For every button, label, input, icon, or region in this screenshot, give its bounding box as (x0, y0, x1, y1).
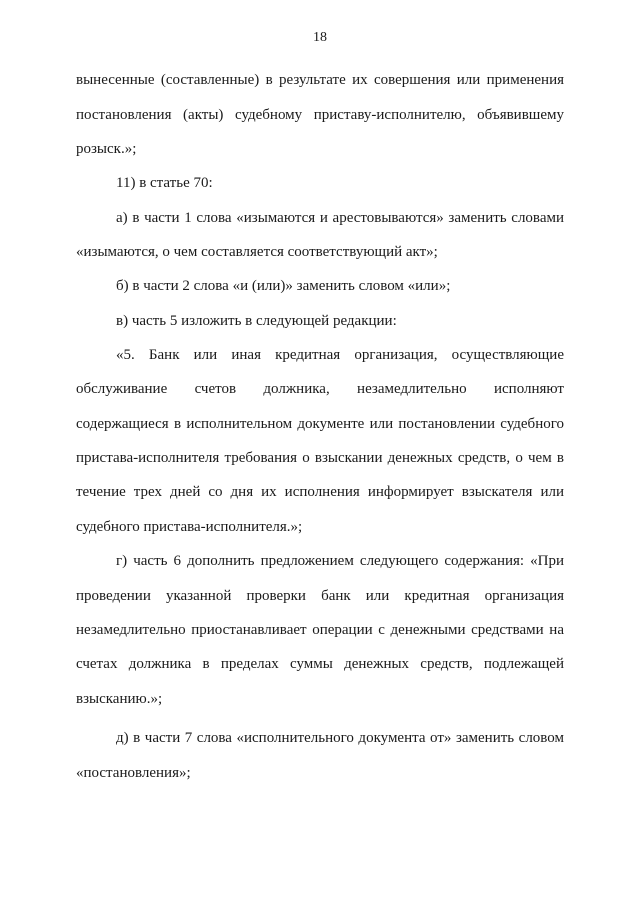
text-line: незамедлительно приостанавливает операции с денежными средствами на (76, 622, 564, 638)
text-line: 11) в статье 70: (116, 175, 213, 191)
text-line: розыск.»; (76, 141, 137, 157)
text-line: «изымаются, о чем составляется соответствующий акт»; (76, 244, 438, 260)
text-line: пристава-исполнителя требования о взыскании денежных средств, о чем в (76, 450, 564, 466)
text-line: в) часть 5 изложить в следующей редакции: (116, 313, 397, 329)
text-line: содержащиеся в исполнительном документе или постановлении судебного (76, 416, 564, 432)
text-line: д) в части 7 слова «исполнительного документа от» заменить словом (116, 730, 564, 746)
text-line: «постановления»; (76, 765, 191, 781)
text-line: проведении указанной проверки банк или кредитная организация (76, 588, 564, 604)
text-line: взысканию.»; (76, 691, 163, 707)
text-line: обслуживание счетов должника, незамедлительно исполняют (76, 381, 564, 397)
text-line: постановления (акты) судебному приставу-исполнителю, объявившему (76, 107, 564, 123)
text-line: судебного пристава-исполнителя.»; (76, 519, 303, 535)
text-line: вынесенные (составленные) в результате их совершения или применения (76, 72, 564, 88)
text-line: г) часть 6 дополнить предложением следующего содержания: «При (116, 553, 564, 569)
text-line: а) в части 1 слова «изымаются и арестовываются» заменить словами (116, 210, 564, 226)
text-line: б) в части 2 слова «и (или)» заменить словом «или»; (116, 278, 451, 294)
text-line: счетах должника в пределах суммы денежных средств, подлежащей (76, 656, 564, 672)
text-line: «5. Банк или иная кредитная организация, осуществляющие (116, 347, 564, 363)
text-line: течение трех дней со дня их исполнения информирует взыскателя или (76, 484, 564, 500)
page-number: 18 (313, 30, 327, 45)
